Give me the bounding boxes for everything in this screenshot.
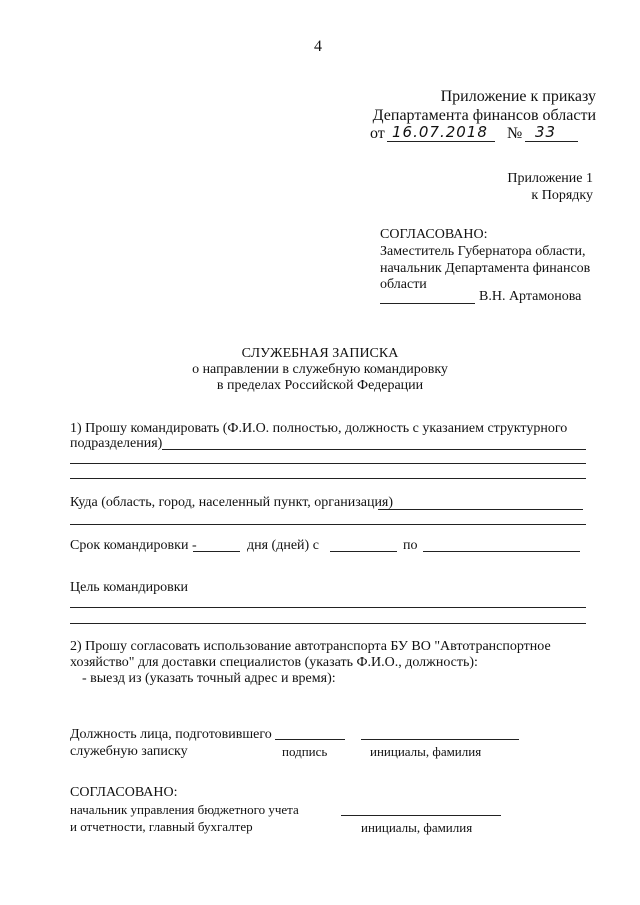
order-number-label: №: [507, 125, 523, 142]
preparer-signature-line: [275, 739, 345, 740]
section2-line2: хозяйство" для доставки специалистов (указать Ф.И.О., должность):: [70, 655, 478, 670]
order-date-underline: [387, 141, 495, 142]
memo-title: СЛУЖЕБНАЯ ЗАПИСКА: [241, 346, 399, 361]
destination-field-line-1: [378, 509, 583, 510]
final-approval-line1: начальник управления бюджетного учета: [70, 802, 299, 817]
final-approval-line2: и отчетности, главный бухгалтер: [70, 819, 253, 834]
final-approval-heading: СОГЛАСОВАНО:: [70, 785, 178, 800]
approval-line2: начальник Департамента финансов: [380, 261, 591, 276]
destination-field-line-2: [70, 524, 586, 525]
approval-line3: области: [380, 277, 427, 292]
approval-line1: Заместитель Губернатора области,: [380, 244, 586, 259]
term-from-line: [330, 551, 397, 552]
term-days-label: дня (дней) с: [247, 538, 319, 553]
term-days-line: [193, 551, 240, 552]
section1-line2: подразделения): [70, 436, 163, 451]
preparer-line2: служебную записку: [70, 744, 188, 759]
section2-line3: - выезд из (указать точный адрес и время):: [82, 671, 336, 686]
approval-heading: СОГЛАСОВАНО:: [380, 227, 488, 242]
preparer-line1: Должность лица, подготовившего: [70, 727, 272, 742]
final-approval-name-line: [341, 815, 501, 816]
final-approval-name-caption: инициалы, фамилия: [361, 820, 473, 835]
purpose-field-line-2: [70, 623, 586, 624]
purpose-label: Цель командировки: [70, 580, 189, 595]
appendix-line1: Приложение 1: [507, 171, 593, 186]
memo-subtitle-1: о направлении в служебную командировку: [192, 362, 448, 377]
employee-field-line-2: [70, 463, 586, 464]
page-number: 4: [314, 38, 322, 55]
order-header-line1: Приложение к приказу: [440, 88, 596, 105]
destination-label: Куда (область, город, населенный пункт, организация): [70, 495, 394, 510]
preparer-name-line: [361, 739, 519, 740]
term-to-label: по: [403, 538, 418, 553]
order-header-line2: Департамента финансов области: [372, 107, 596, 124]
employee-field-line-1: [162, 449, 586, 450]
section1-line1: 1) Прошу командировать (Ф.И.О. полностью, должность с указанием структурного: [70, 421, 568, 436]
order-number-underline: [525, 141, 578, 142]
employee-field-line-3: [70, 478, 586, 479]
order-date-label: от: [370, 125, 385, 142]
memo-subtitle-2: в пределах Российской Федерации: [216, 378, 424, 393]
order-date-value: 16.07.2018: [392, 123, 488, 141]
approval-signature-line: [380, 303, 475, 304]
term-label: Срок командировки -: [70, 538, 197, 553]
section2-line1: 2) Прошу согласовать использование автотранспорта БУ ВО "Автотранспортное: [70, 639, 551, 654]
approval-signer: В.Н. Артамонова: [479, 289, 582, 304]
purpose-field-line-1: [70, 607, 586, 608]
preparer-signature-caption: подпись: [282, 744, 328, 759]
appendix-line2: к Порядку: [531, 188, 593, 203]
term-to-line: [423, 551, 580, 552]
order-number-value: 33: [535, 123, 557, 141]
preparer-name-caption: инициалы, фамилия: [370, 744, 482, 759]
